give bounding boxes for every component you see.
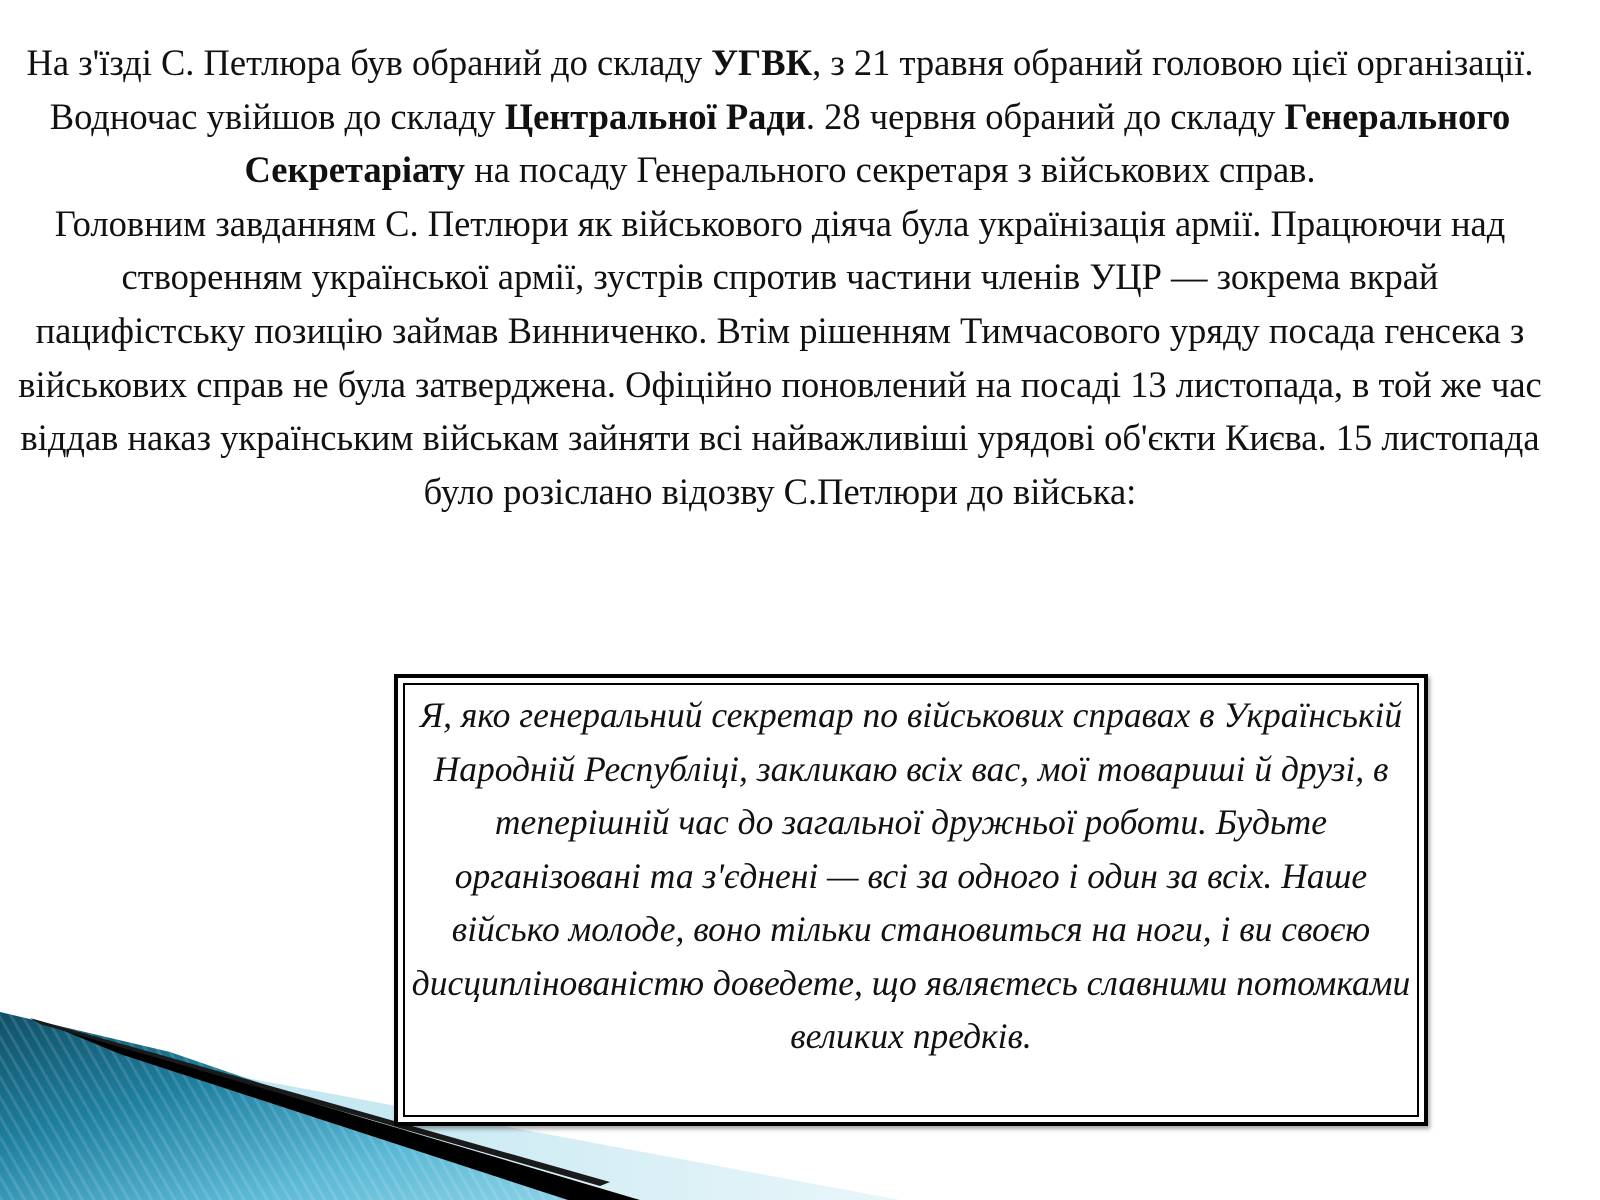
text-segment-2: , з 21 травня обраний головою цієї організації. Водночас увійшов до складу — [49, 42, 1534, 137]
text-segment-central-rada: Центральної Ради — [504, 95, 806, 137]
main-paragraph — [14, 36, 1546, 518]
text-segment-0: На з'їзді С. Петлюра був обраний до складу — [26, 42, 712, 83]
text-segment-general-secretariat: Генерального Секретаріату — [244, 95, 1511, 191]
text-segment-ugvk: УГВК — [711, 42, 813, 83]
text-continuation: Головним завданням С. Петлюри як військового діяча була українізація армії. Працюючи над створенням української армії, зустрів спротив частини членів УЦР — зокрема вкрай пацифістську позицію займав Винниченко. Втім рішенням Тимчасового уряду посада генсека з військових справ не була затверджена. Офіційно поновлений на посаді 13 листопада, в той же час віддав наказ українським військам зайняти всі найважливіші урядові об'єкти Києва. 15 листопада було розіслано відозву С.Петлюри до війська: — [18, 202, 1542, 512]
text-segment-6: на посаду Генерального секретаря з військових справ. — [465, 149, 1316, 191]
text-segment-4: . 28 червня обраний до складу — [805, 95, 1285, 137]
quote-box — [394, 674, 1428, 1126]
quote-text: Я, яко генеральний секретар по військових справах в Українській Народній Республіці, закликаю всіх вас, мої товариші й друзі, в теперішній час до загальної дружньої роботи. Будьте організовані та з'єднені — всі за одного і один за всіх. Наше військо молоде, воно тільки становиться на ноги, і ви своєю дисциплінованістю доведете, що являєтесь славними потомками великих предків. — [411, 695, 1411, 1056]
